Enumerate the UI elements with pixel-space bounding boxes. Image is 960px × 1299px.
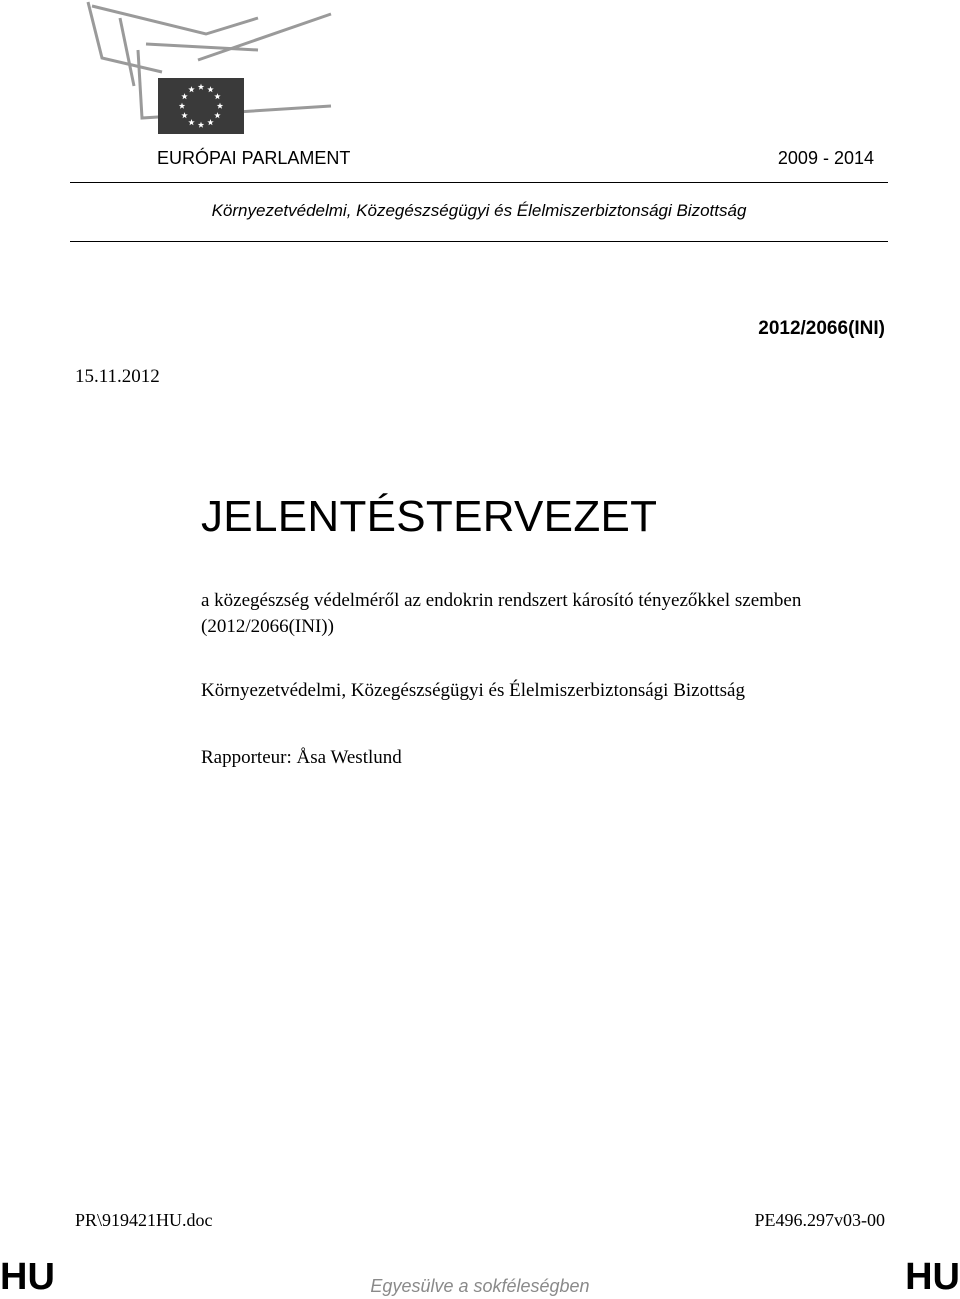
language-code-right: HU: [905, 1256, 960, 1298]
rapporteur: Rapporteur: Åsa Westlund: [201, 747, 402, 768]
file-name: PR\919421HU.doc: [75, 1210, 213, 1230]
eu-parliament-logo-icon: [86, 0, 336, 138]
procedure-reference: 2012/2066(INI): [758, 318, 885, 339]
parliament-name: EURÓPAI PARLAMENT: [157, 148, 351, 168]
eu-motto: Egyesülve a sokféleségben: [370, 1276, 590, 1296]
document-subject: [201, 588, 901, 640]
header-divider: [70, 241, 888, 242]
parliamentary-term: 2009 - 2014: [777, 148, 874, 168]
subject-line: a közegészség védelméről az endokrin rendszert károsító tényezőkkel szemben: [201, 590, 802, 611]
header-divider: [70, 182, 888, 183]
subject-line: (2012/2066(INI)): [201, 616, 334, 637]
language-code-left: HU: [0, 1256, 55, 1298]
pe-number: PE496.297v03-00: [754, 1210, 885, 1230]
document-type-title: JELENTÉSTERVEZET: [201, 492, 658, 541]
document-date: 15.11.2012: [75, 366, 160, 387]
committee-name: Környezetvédelmi, Közegészségügyi és Élelmiszerbiztonsági Bizottság: [201, 680, 745, 701]
committee-header: Környezetvédelmi, Közegészségügyi és Élelmiszerbiztonsági Bizottság: [211, 201, 747, 220]
